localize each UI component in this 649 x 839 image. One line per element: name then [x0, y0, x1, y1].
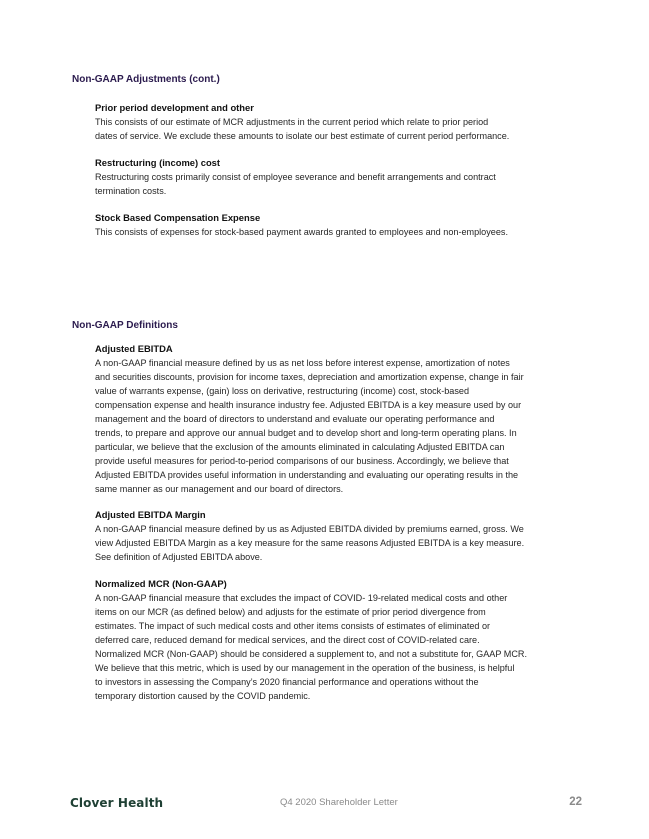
- item-title: Stock Based Compensation Expense: [95, 212, 261, 223]
- section-heading-adjustments: Non-GAAP Adjustments (cont.): [72, 74, 220, 85]
- item-body: A non-GAAP financial measure that excludes the impact of COVID- 19-related medical costs and other items on our MCR (as defined below) and adjusts for the estimate of prior period divergence from estimates. The impact of such medical costs and other items consists of estimates of eliminated or deferred care, reduced demand for medical services, and the direct cost of COVID-related care. Normalized MCR (Non-GAAP) should be considered a supplement to, and not a substitute for, GAAP MCR. We believe that this metric, which is used by our management in the operation of the business, is helpful to investors in assessing the Company’s 2020 financial performance and operations without the temporary distortion caused by the COVID pandemic.: [95, 593, 527, 701]
- adjustment-prior-period: [95, 101, 580, 143]
- definition-adjusted-ebitda-margin: [95, 508, 580, 564]
- definition-adjusted-ebitda: [95, 342, 580, 496]
- page-number: 22: [569, 796, 582, 808]
- item-title: Restructuring (income) cost: [95, 157, 221, 168]
- adjustment-stock-compensation: [95, 211, 580, 239]
- definition-normalized-mcr: [95, 577, 580, 703]
- item-body: This consists of our estimate of MCR adjustments in the current period which relate to prior period dates of service. We exclude these amounts to isolate our best estimate of current period performance.: [95, 117, 510, 141]
- item-title: Adjusted EBITDA Margin: [95, 509, 206, 520]
- item-title: Normalized MCR (Non-GAAP): [95, 578, 227, 589]
- adjustment-restructuring: [95, 156, 580, 198]
- item-body: A non-GAAP financial measure defined by us as Adjusted EBITDA divided by premiums earned, gross. We view Adjusted EBITDA Margin as a key measure for the same reasons Adjusted EBITDA is a key measure. See definition of Adjusted EBITDA above.: [95, 524, 525, 562]
- clover-health-logo: Clover Health: [70, 796, 164, 810]
- item-title: Prior period development and other: [95, 102, 254, 113]
- item-body: Restructuring costs primarily consist of employee severance and benefit arrangements and contract termination costs.: [95, 172, 496, 196]
- page-footer: [70, 796, 582, 812]
- item-body: A non-GAAP financial measure defined by us as net loss before interest expense, amortization of notes and securities discounts, provision for income taxes, depreciation and amortization expense, change in fair value of warrants expense, (gain) loss on derivative, restructuring (income) cost, stock-based compensation expense and health insurance industry fee. Adjusted EBITDA is a key measure used by our management and the board of directors to understand and evaluate our operating performance and trends, to prepare and approve our annual budget and to develop short and long-term operating plans. In particular, we believe that the exclusion of the amounts eliminated in calculating Adjusted EBITDA can provide useful measures for period-to-period comparisons of our business. Accordingly, we believe that Adjusted EBITDA provides useful information in understanding and evaluating our operating results in the same manner as our management and our board of directors.: [95, 358, 524, 494]
- section-heading-definitions: Non-GAAP Definitions: [72, 320, 178, 331]
- item-title: Adjusted EBITDA: [95, 343, 173, 354]
- document-title: Q4 2020 Shareholder Letter: [280, 797, 398, 808]
- item-body: This consists of expenses for stock-based payment awards granted to employees and non-employees.: [95, 227, 508, 237]
